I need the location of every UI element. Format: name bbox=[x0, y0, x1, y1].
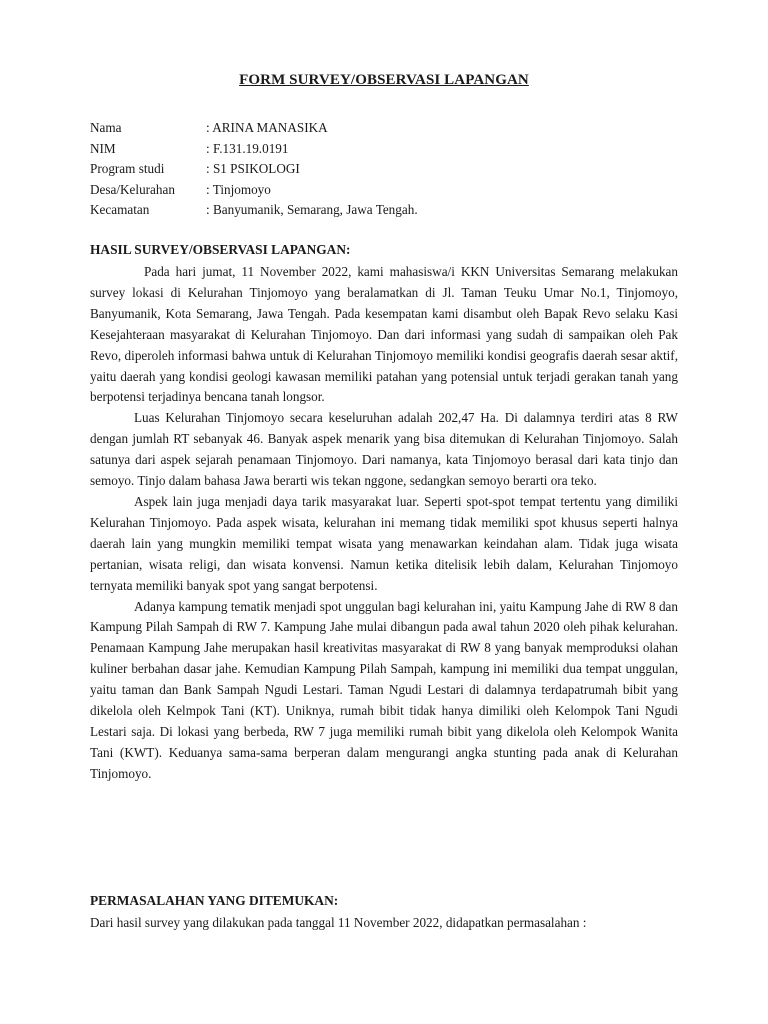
info-row-desa bbox=[90, 180, 678, 201]
identity-info bbox=[90, 118, 678, 221]
problems-heading: PERMASALAHAN YANG DITEMUKAN: bbox=[90, 893, 339, 908]
info-label: Desa/Kelurahan bbox=[90, 181, 175, 197]
info-label: Nama bbox=[90, 120, 122, 135]
info-row-nama bbox=[90, 118, 678, 139]
document-title: FORM SURVEY/OBSERVASI LAPANGAN bbox=[239, 72, 529, 88]
problems-intro: Dari hasil survey yang dilakukan pada tanggal 11 November 2022, didapatkan permasalahan : bbox=[90, 915, 587, 930]
paragraph: Luas Kelurahan Tinjomoyo secara keseluruhan adalah 202,47 Ha. Di dalamnya terdiri atas 8 RW dengan jumlah RT sebanyak 46. Banyak aspek menarik yang bisa ditemukan di Kelurahan Tinjomoyo. Salah satunya dari aspek sejarah penamaan Tinjomoyo. Dari namanya, kata Tinjomoyo berasal dari kata tinjo dan semoyo. Tinjo dalam bahasa Jawa berarti wis tekan nggone, sedangkan semoyo berarti ora teko. bbox=[90, 410, 678, 489]
paragraph: Adanya kampung tematik menjadi spot unggulan bagi kelurahan ini, yaitu Kampung Jahe di RW 8 dan Kampung Pilah Sampah di RW 7. Kampung Jahe mulai dibangun pada awal tahun 2020 oleh pihak kelurahan. Penamaan Kampung Jahe merupakan hasil kreativitas masyarakat di RW 8 yang banyak memproduksi olahan kuliner berbahan dasar jahe. Kemudian Kampung Pilah Sampah, kampung ini memiliki dua tempat unggulan, yaitu taman dan Bank Sampah Ngudi Lestari. Taman Ngudi Lestari di dalamnya terdapatrumah bibit yang dikelola oleh Kelmpok Tani (KT). Uniknya, rumah bibit tidak hanya dimiliki oleh Kelompok Tani Ngudi Lestari saja. Di lokasi yang berbeda, RW 7 juga memiliki rumah bibit yang dikelola oleh Kelompok Wanita Tani (KWT). Keduanya sama-sama berperan dalam mengurangi angka stunting pada anak di Kelurahan Tinjomoyo. bbox=[90, 598, 678, 781]
info-value: : Tinjomoyo bbox=[206, 181, 271, 197]
info-label: Program studi bbox=[90, 161, 165, 176]
info-value: : S1 PSIKOLOGI bbox=[206, 161, 300, 176]
info-value: : F.131.19.0191 bbox=[206, 140, 289, 156]
info-label: Kecamatan bbox=[90, 202, 150, 217]
info-label: NIM bbox=[90, 140, 116, 156]
info-row-program-studi bbox=[90, 159, 678, 180]
results-body bbox=[90, 262, 678, 785]
paragraph: Aspek lain juga menjadi daya tarik masyarakat luar. Seperti spot-spot tempat tertentu yang dimiliki Kelurahan Tinjomoyo. Pada aspek wisata, kelurahan ini memang tidak memiliki spot khusus seperti halnya daerah lain yang mungkin memiliki tempat wisata yang menawarkan keindahan alam. Tidak juga wisata pertanian, wisata religi, dan wisata konvensi. Namun ketika ditelisik lebih dalam, Kelurahan Tinjomoyo ternyata memiliki banyak spot yang sangat berpotensi. bbox=[90, 493, 678, 593]
info-value: : Banyumanik, Semarang, Jawa Tengah. bbox=[206, 202, 418, 217]
document-page bbox=[90, 0, 678, 1024]
info-row-nim bbox=[90, 139, 678, 160]
results-heading: HASIL SURVEY/OBSERVASI LAPANGAN: bbox=[90, 242, 351, 257]
info-row-kecamatan bbox=[90, 200, 678, 221]
paragraph: Pada hari jumat, 11 November 2022, kami mahasiswa/i KKN Universitas Semarang melakukan survey lokasi di Kelurahan Tinjomoyo yang beralamatkan di Jl. Taman Teuku Umar No.1, Tinjomoyo, Banyumanik, Kota Semarang, Jawa Tengah. Pada kesempatan kami disambut oleh Bapak Revo selaku Kasi Kesejahteraan masyarakat di Kelurahan Tinjomoyo. Dan dari informasi yang sudah di sampaikan oleh Pak Revo, diperoleh informasi bahwa untuk di Kelurahan Tinjomoyo memiliki kondisi geografis daerah sesar aktif, yaitu daerah yang kondisi geologi kawasan memiliki patahan yang potensial untuk terjadi gerakan tanah yang berpotensi terjadinya bencana tanah longsor. bbox=[90, 264, 678, 405]
info-value: : ARINA MANASIKA bbox=[206, 120, 328, 135]
